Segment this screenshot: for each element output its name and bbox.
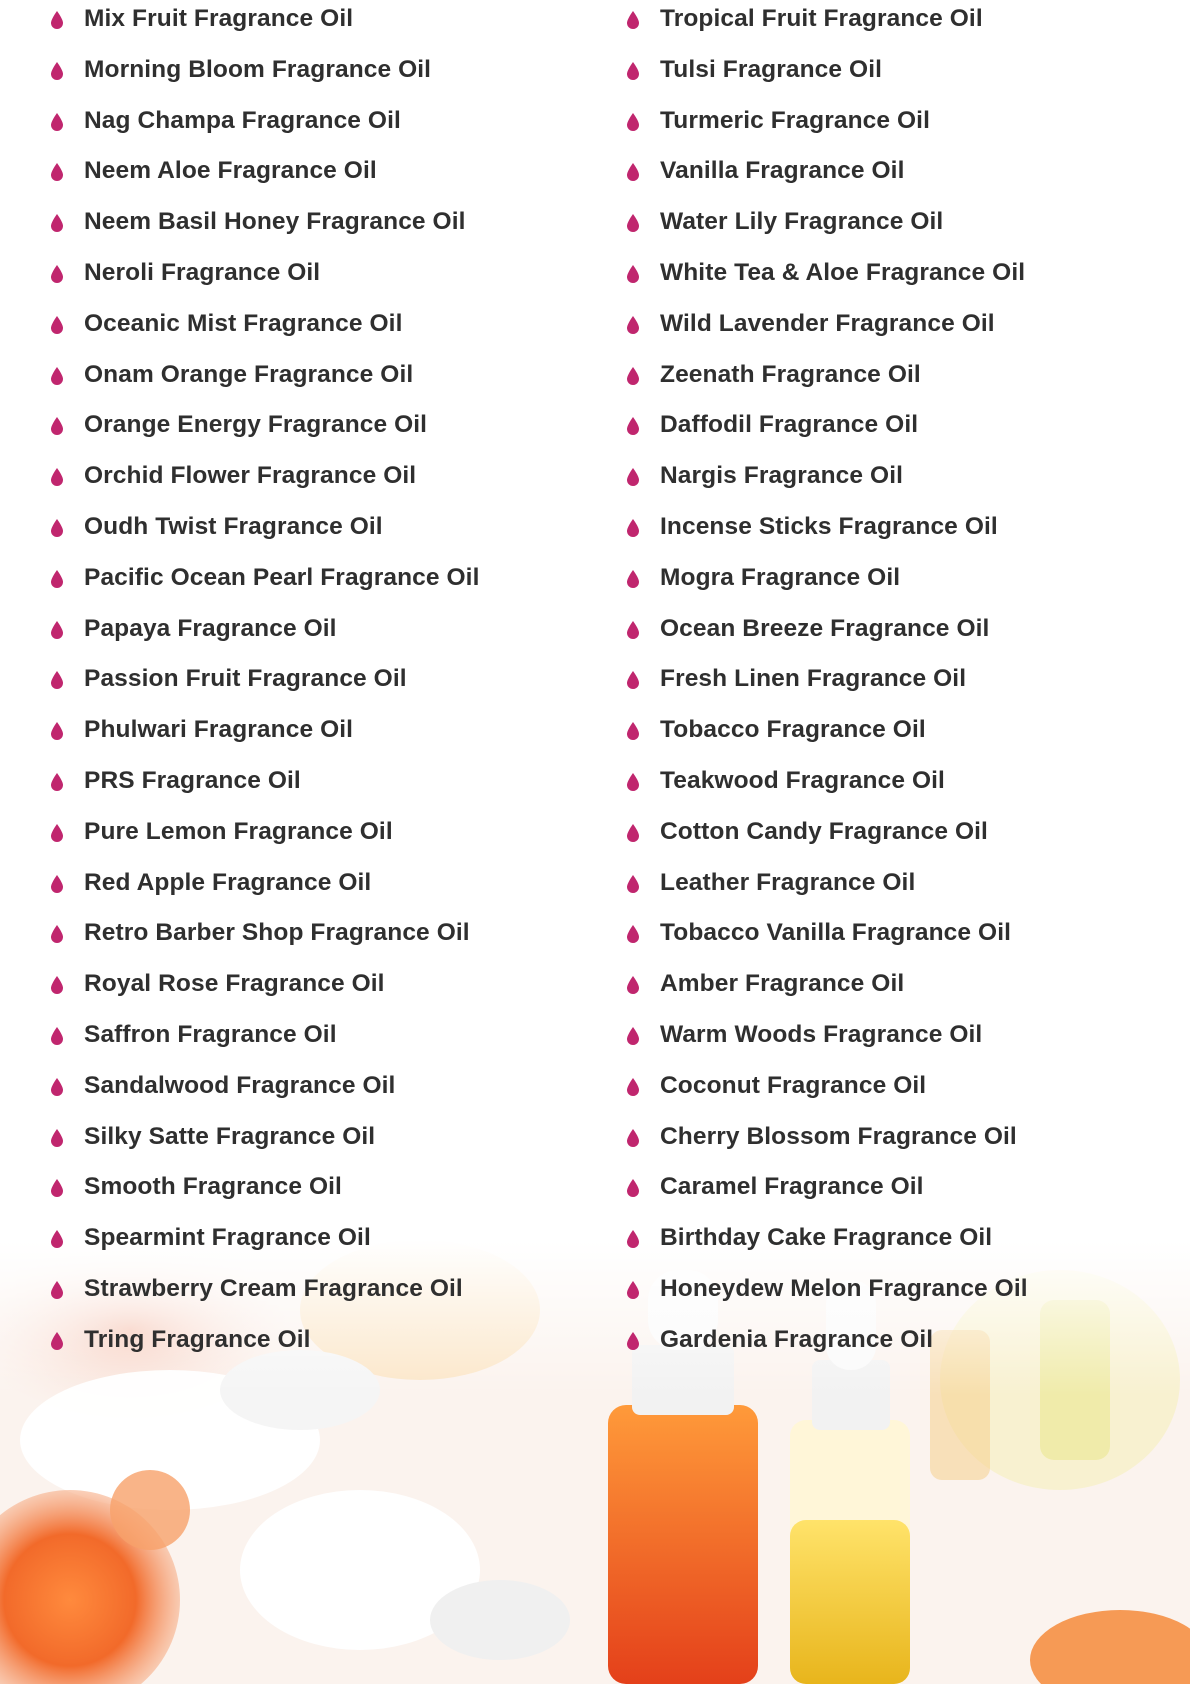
list-item xyxy=(50,1270,610,1321)
drop-bullet-icon xyxy=(50,1281,64,1299)
fragrance-name: Passion Fruit Fragrance Oil xyxy=(84,665,407,693)
drop-bullet-icon xyxy=(50,671,64,689)
drop-bullet-icon xyxy=(626,1281,640,1299)
list-item xyxy=(50,1219,610,1270)
fragrance-name: Spearmint Fragrance Oil xyxy=(84,1224,371,1252)
fragrance-name: Vanilla Fragrance Oil xyxy=(660,157,905,185)
drop-bullet-icon xyxy=(50,214,64,232)
drop-bullet-icon xyxy=(626,265,640,283)
list-item xyxy=(626,51,1186,102)
fragrance-name: Tobacco Vanilla Fragrance Oil xyxy=(660,919,1012,947)
fragrance-name: Nag Champa Fragrance Oil xyxy=(84,106,401,134)
fragrance-name: Turmeric Fragrance Oil xyxy=(660,106,930,134)
list-item xyxy=(626,914,1186,965)
drop-bullet-icon xyxy=(626,773,640,791)
list-item xyxy=(626,102,1186,153)
list-item xyxy=(626,965,1186,1016)
fragrance-name: Birthday Cake Fragrance Oil xyxy=(660,1224,993,1252)
drop-bullet-icon xyxy=(626,621,640,639)
fragrance-name: Incense Sticks Fragrance Oil xyxy=(660,512,998,540)
fragrance-name: Leather Fragrance Oil xyxy=(660,868,916,896)
drop-bullet-icon xyxy=(50,163,64,181)
list-item xyxy=(626,1219,1186,1270)
list-item xyxy=(50,51,610,102)
list-item xyxy=(50,457,610,508)
list-item xyxy=(50,152,610,203)
drop-bullet-icon xyxy=(50,367,64,385)
list-item xyxy=(50,508,610,559)
list-item xyxy=(50,660,610,711)
list-item xyxy=(50,356,610,407)
drop-bullet-icon xyxy=(50,570,64,588)
fragrance-name: Ocean Breeze Fragrance Oil xyxy=(660,614,990,642)
drop-bullet-icon xyxy=(50,417,64,435)
list-item xyxy=(626,864,1186,915)
list-item xyxy=(626,356,1186,407)
list-item xyxy=(50,1168,610,1219)
fragrance-list-right xyxy=(626,0,1186,1372)
list-item xyxy=(50,305,610,356)
fragrance-name: Retro Barber Shop Fragrance Oil xyxy=(84,919,470,947)
fragrance-name: Sandalwood Fragrance Oil xyxy=(84,1071,396,1099)
drop-bullet-icon xyxy=(626,62,640,80)
drop-bullet-icon xyxy=(626,519,640,537)
list-item xyxy=(50,762,610,813)
list-item xyxy=(626,305,1186,356)
drop-bullet-icon xyxy=(50,1179,64,1197)
drop-bullet-icon xyxy=(50,11,64,29)
drop-bullet-icon xyxy=(626,468,640,486)
drop-bullet-icon xyxy=(626,1129,640,1147)
fragrance-name: Honeydew Melon Fragrance Oil xyxy=(660,1274,1028,1302)
drop-bullet-icon xyxy=(626,1027,640,1045)
list-item xyxy=(50,203,610,254)
fragrance-name: Pacific Ocean Pearl Fragrance Oil xyxy=(84,563,480,591)
list-item xyxy=(626,508,1186,559)
fragrance-name: Water Lily Fragrance Oil xyxy=(660,208,944,236)
list-item xyxy=(50,1118,610,1169)
fragrance-name: Neroli Fragrance Oil xyxy=(84,258,321,286)
fragrance-list-left xyxy=(50,0,610,1372)
list-item xyxy=(50,406,610,457)
list-item xyxy=(626,762,1186,813)
list-item xyxy=(626,406,1186,457)
list-item xyxy=(50,102,610,153)
drop-bullet-icon xyxy=(626,1179,640,1197)
fragrance-name: Warm Woods Fragrance Oil xyxy=(660,1020,983,1048)
drop-bullet-icon xyxy=(50,62,64,80)
drop-bullet-icon xyxy=(626,113,640,131)
fragrance-name: Gardenia Fragrance Oil xyxy=(660,1325,934,1353)
list-item xyxy=(50,1067,610,1118)
fragrance-name: Mix Fruit Fragrance Oil xyxy=(84,5,354,32)
drop-bullet-icon xyxy=(626,875,640,893)
drop-bullet-icon xyxy=(626,976,640,994)
list-item xyxy=(50,1321,610,1372)
fragrance-name: Wild Lavender Fragrance Oil xyxy=(660,309,995,337)
fragrance-name: Orange Energy Fragrance Oil xyxy=(84,411,428,439)
fragrance-name: Daffodil Fragrance Oil xyxy=(660,411,919,439)
list-item xyxy=(626,1270,1186,1321)
list-item xyxy=(50,1016,610,1067)
fragrance-name: Phulwari Fragrance Oil xyxy=(84,716,354,744)
list-item xyxy=(50,0,610,51)
list-item xyxy=(50,813,610,864)
fragrance-name: Papaya Fragrance Oil xyxy=(84,614,337,642)
fragrance-name: Onam Orange Fragrance Oil xyxy=(84,360,414,388)
drop-bullet-icon xyxy=(626,214,640,232)
drop-bullet-icon xyxy=(626,1078,640,1096)
list-item xyxy=(626,1118,1186,1169)
drop-bullet-icon xyxy=(50,621,64,639)
fragrance-name: Silky Satte Fragrance Oil xyxy=(84,1122,376,1150)
fragrance-name: Neem Aloe Fragrance Oil xyxy=(84,157,377,185)
fragrance-name: Tobacco Fragrance Oil xyxy=(660,716,926,744)
list-item xyxy=(50,711,610,762)
fragrance-name: Royal Rose Fragrance Oil xyxy=(84,970,385,998)
list-item xyxy=(626,457,1186,508)
fragrance-name: White Tea & Aloe Fragrance Oil xyxy=(660,258,1026,286)
fragrance-name: Amber Fragrance Oil xyxy=(660,970,905,998)
fragrance-name: Tropical Fruit Fragrance Oil xyxy=(660,5,983,32)
drop-bullet-icon xyxy=(626,163,640,181)
list-item xyxy=(50,914,610,965)
drop-bullet-icon xyxy=(626,316,640,334)
drop-bullet-icon xyxy=(626,570,640,588)
list-item xyxy=(50,610,610,661)
fragrance-name: Cherry Blossom Fragrance Oil xyxy=(660,1122,1017,1150)
list-item xyxy=(626,1067,1186,1118)
drop-bullet-icon xyxy=(50,976,64,994)
fragrance-name: Neem Basil Honey Fragrance Oil xyxy=(84,208,466,236)
fragrance-name: Red Apple Fragrance Oil xyxy=(84,868,372,896)
fragrance-name: Oudh Twist Fragrance Oil xyxy=(84,512,383,540)
list-item xyxy=(626,0,1186,51)
fragrance-name: Morning Bloom Fragrance Oil xyxy=(84,55,432,83)
list-item xyxy=(626,610,1186,661)
drop-bullet-icon xyxy=(50,722,64,740)
fragrance-name: PRS Fragrance Oil xyxy=(84,766,301,794)
drop-bullet-icon xyxy=(50,468,64,486)
fragrance-name: Nargis Fragrance Oil xyxy=(660,462,904,490)
list-item xyxy=(626,711,1186,762)
fragrance-name: Zeenath Fragrance Oil xyxy=(660,360,921,388)
drop-bullet-icon xyxy=(50,519,64,537)
drop-bullet-icon xyxy=(50,1027,64,1045)
drop-bullet-icon xyxy=(50,1230,64,1248)
drop-bullet-icon xyxy=(626,824,640,842)
drop-bullet-icon xyxy=(626,417,640,435)
drop-bullet-icon xyxy=(626,11,640,29)
fragrance-name: Pure Lemon Fragrance Oil xyxy=(84,817,393,845)
fragrance-name: Teakwood Fragrance Oil xyxy=(660,766,945,794)
list-item xyxy=(626,254,1186,305)
list-item xyxy=(50,254,610,305)
fragrance-name: Saffron Fragrance Oil xyxy=(84,1020,337,1048)
list-item xyxy=(626,1016,1186,1067)
drop-bullet-icon xyxy=(626,1332,640,1350)
list-item xyxy=(626,559,1186,610)
drop-bullet-icon xyxy=(50,875,64,893)
drop-bullet-icon xyxy=(50,773,64,791)
drop-bullet-icon xyxy=(626,367,640,385)
drop-bullet-icon xyxy=(50,1129,64,1147)
drop-bullet-icon xyxy=(626,722,640,740)
fragrance-name: Oceanic Mist Fragrance Oil xyxy=(84,309,403,337)
drop-bullet-icon xyxy=(50,925,64,943)
list-item xyxy=(626,660,1186,711)
list-item xyxy=(626,813,1186,864)
fragrance-name: Fresh Linen Fragrance Oil xyxy=(660,665,967,693)
drop-bullet-icon xyxy=(50,316,64,334)
fragrance-name: Tulsi Fragrance Oil xyxy=(660,55,883,83)
list-item xyxy=(50,559,610,610)
list-item xyxy=(626,152,1186,203)
drop-bullet-icon xyxy=(50,113,64,131)
fragrance-name: Smooth Fragrance Oil xyxy=(84,1173,342,1201)
list-item xyxy=(626,203,1186,254)
drop-bullet-icon xyxy=(50,1078,64,1096)
drop-bullet-icon xyxy=(626,671,640,689)
fragrance-name: Caramel Fragrance Oil xyxy=(660,1173,924,1201)
fragrance-name: Coconut Fragrance Oil xyxy=(660,1071,927,1099)
list-item xyxy=(50,864,610,915)
list-item xyxy=(50,965,610,1016)
drop-bullet-icon xyxy=(50,265,64,283)
list-item xyxy=(626,1321,1186,1372)
fragrance-name: Tring Fragrance Oil xyxy=(84,1325,311,1353)
drop-bullet-icon xyxy=(50,1332,64,1350)
drop-bullet-icon xyxy=(50,824,64,842)
fragrance-name: Strawberry Cream Fragrance Oil xyxy=(84,1274,463,1302)
drop-bullet-icon xyxy=(626,925,640,943)
fragrance-name: Mogra Fragrance Oil xyxy=(660,563,901,591)
fragrance-name: Cotton Candy Fragrance Oil xyxy=(660,817,988,845)
list-item xyxy=(626,1168,1186,1219)
drop-bullet-icon xyxy=(626,1230,640,1248)
fragrance-name: Orchid Flower Fragrance Oil xyxy=(84,462,417,490)
